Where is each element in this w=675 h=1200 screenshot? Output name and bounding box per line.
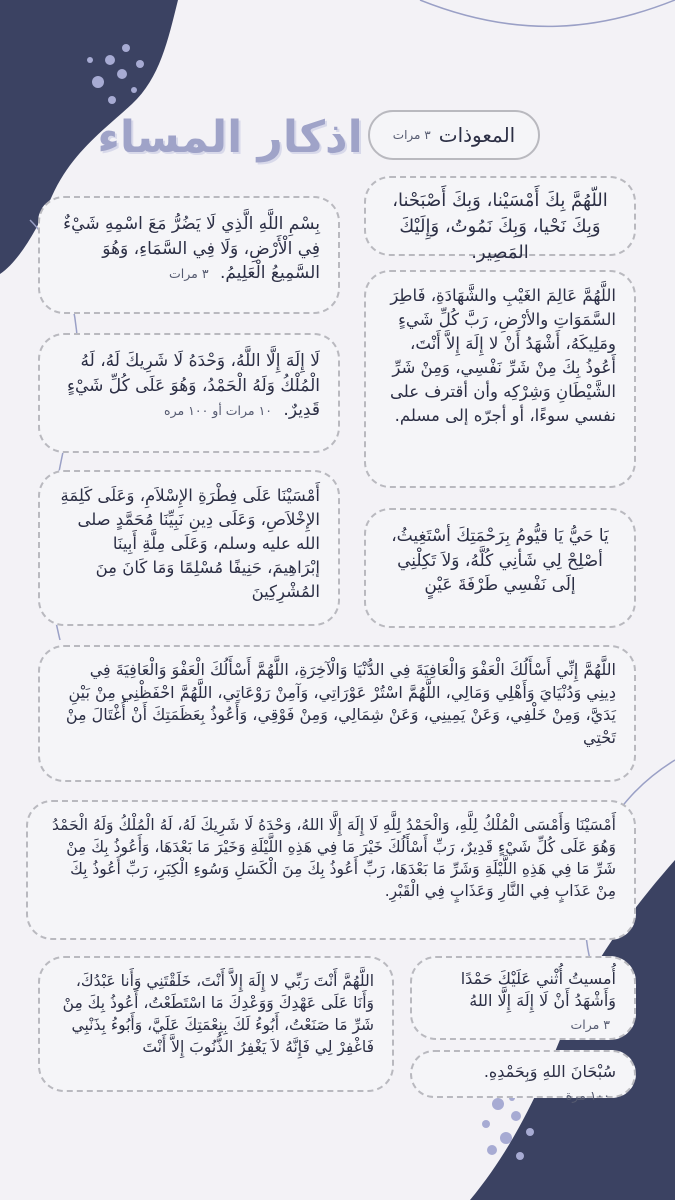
- dhikr-card-afiya: [38, 645, 636, 782]
- dhikr-card-sayyid-istighfar: [38, 956, 394, 1092]
- repeat-count: ٣ مرات: [169, 266, 209, 282]
- muawwidhat-label: المعوذات: [438, 123, 516, 147]
- repeat-count: ١٠ مرات أو ١٠٠ مره: [164, 403, 273, 419]
- dhikr-card-alim-alghayb: [364, 270, 636, 488]
- repeat-count: ١٠٠ مرة: [565, 1088, 610, 1104]
- dhikr-card-ya-hayyu: [364, 508, 636, 628]
- dhikr-text: سُبْحَانَ اللهِ وَبِحَمْدِهِ.: [483, 1062, 616, 1081]
- repeat-count: ٣ مرات: [392, 128, 431, 142]
- dhikr-card-fitrat-islam: [38, 470, 340, 626]
- dhikr-text: اللَّهُمَّ إِنِّي أَسْأَلُكَ الْعَفْوَ وَالْعَافِيَةَ فِي الدُّنْيَا وَالْآخِرَةِ، اللَّهُمَّ أَسْأَلُكَ الْعَفْوَ وَالْعَافِيَةَ فِي دِينِي وَدُنْيَايَ وَأَهْلِي وَمَالِي، اللَّهُمَّ اسْتُرْ عَوْرَاتِي، وَآمِنْ رَوْعَاتِي، اللَّهُمَّ احْفَظْنِي مِنْ بَيْنِ يَدَيَّ، وَمِنْ خَلْفِي، وَعَنْ يَمِينِي، وَعَنْ شِمَالِي، وَمِنْ فَوْقِي، وَأَعُوذُ بِعَظَمَتِكَ أَنْ أُغْتَالَ مِنْ تَحْتِي: [65, 660, 616, 748]
- dhikr-text: يَا حَيُّ يَا قيُّومُ بِرَحْمَتِكَ أسْتَغِيثُ، أصْلِحْ لِي شَأنِي كُلَّهُ، وَلاَ تَكِلْنِي إلَى نَفْسِي طَرْفَةَ عَيْنٍ: [391, 526, 609, 596]
- dhikr-text: اللّهُمَّ بِكَ أَمْسَيْنا، وَبِكَ أَصْبَحْنا، وَبِكَ نَحْيا، وَبِكَ نَمُوتُ، وَإِلَيْكَ المَصِير.: [392, 190, 608, 264]
- dhikr-card-la-ilaha: [38, 333, 340, 453]
- dhikr-text: بِسْمِ اللَّهِ الَّذِي لَا يَضُرُّ مَعَ اسْمِهِ شَيْءٌ فِي الْأَرْضِ، وَلَا فِي السَّمَاءِ، وَهُوَ السَّمِيعُ الْعَلِيمُ.: [63, 214, 320, 284]
- dhikr-text: اللَّهُمَّ أَنْتَ رَبِّي لا إِلَهَ إِلاَّ أَنْتَ، خَلَقْتَنِي وَأَنا عَبْدُكَ، وَأَنَا عَلَى عَهْدِكَ وَوَعْدِكَ مَا اسْتَطَعْتُ، أَعُوذُ بِكَ مِنْ شَرِّ مَا صَنَعْتُ، أَبُوءُ لَكَ بِنِعْمَتِكَ عَلَيَّ، وَأَبُوءُ بِذَنْبِي فَاغْفِرْ لِي فَإِنَّهُ لاَ يَغْفِرُ الذُّنُوبَ إِلاَّ أَنْتَ: [62, 972, 374, 1056]
- dhikr-text: لَا إِلَهَ إِلَّا اللَّهُ، وَحْدَهُ لَا شَرِيكَ لَهُ، لَهُ الْمُلْكُ وَلَهُ الْحَمْدُ، وَهُوَ عَلَى كُلِّ شَيْءٍ قَدِيرٌ.: [67, 351, 320, 421]
- page-title: اذكار المساء: [97, 112, 363, 163]
- dhikr-card-amsayna-wa-amsa: [26, 800, 636, 940]
- dhikr-card-amsayna-bika: [364, 176, 636, 264]
- top-right-line: [420, 0, 675, 26]
- dhikr-text: أُمسيتُ أُثْني عَلَيْكَ حَمْدًا وَأَشْهَدُ أَنْ لَا إِلَهَ إِلَّا اللهُ: [460, 969, 616, 1011]
- dhikr-card-subhan: [410, 1050, 636, 1104]
- muawwidhat-pill: [368, 110, 540, 160]
- dhikr-card-amsaytu: [410, 956, 636, 1040]
- dhikr-text: أَمْسَيْنَا عَلَى فِطْرَةِ الإِسْلاَمِ، وَعَلَى كَلِمَةِ الإِخْلاَصِ، وَعَلَى دِينِ نَبِيِّنَا مُحَمَّدٍ صلى الله عليه وسلم، وَعَلَى مِلَّةِ أَبِينَا إبْرَاهِيمَ، حَنِيفًا مُسْلِمًا وَمَا كَانَ مِنَ المُشْرِكِينَ: [60, 486, 320, 601]
- dhikr-text: اللَّهُمَّ عَالِمَ الغَيْبِ والشَّهَادَةِ، فَاطِرَ السَّمَوَاتِ والأرْضِ، رَبَّ كُلِّ شَيءٍ ومَلِيكَهُ، أَشْهَدُ أَنْ لا إِلَهَ إِلاَّ أَنْتَ، أَعُوذُ بِكَ مِنْ شَرِّ نَفْسِي، وَمِنْ شَرِّ الشَّيْطَانِ وَشِرْكِه وأن أقترف على نفسي سوءًا، أو أجرّه إلى مسلم.: [390, 286, 616, 425]
- dhikr-card-bismillah: [38, 196, 340, 314]
- repeat-count: ٣ مرات: [570, 1016, 610, 1032]
- dhikr-text: أَمْسَيْنَا وَأَمْسَى الْمُلْكُ لِلَّهِ، وَالْحَمْدُ لِلَّهِ لَا إِلَهَ إِلَّا اللهُ، وَحْدَهُ لَا شَرِيكَ لَهُ، لَهُ الْمُلْكُ وَلَهُ الْحَمْدُ وَهُوَ عَلَى كُلِّ شَيْءٍ قَدِيرٌ، رَبِّ أَسْأَلُكَ خَيْرَ مَا فِي هَذِهِ اللَّيْلَةِ وَخَيْرَ مَا بَعْدَهَا، وَأَعُوذُ بِكَ مِنْ شَرِّ مَا فِي هَذِهِ اللَّيْلَةِ وَشَرِّ مَا بَعْدَهَا، رَبِّ أَعُوذُ بِكَ مِنَ الْكَسَلِ وَسُوءِ الْكِبَرِ، رَبِّ أَعُوذُ بِكَ مِنْ عَذَابٍ فِي النَّارِ وَعَذَابٍ فِي الْقَبْرِ.: [51, 816, 616, 900]
